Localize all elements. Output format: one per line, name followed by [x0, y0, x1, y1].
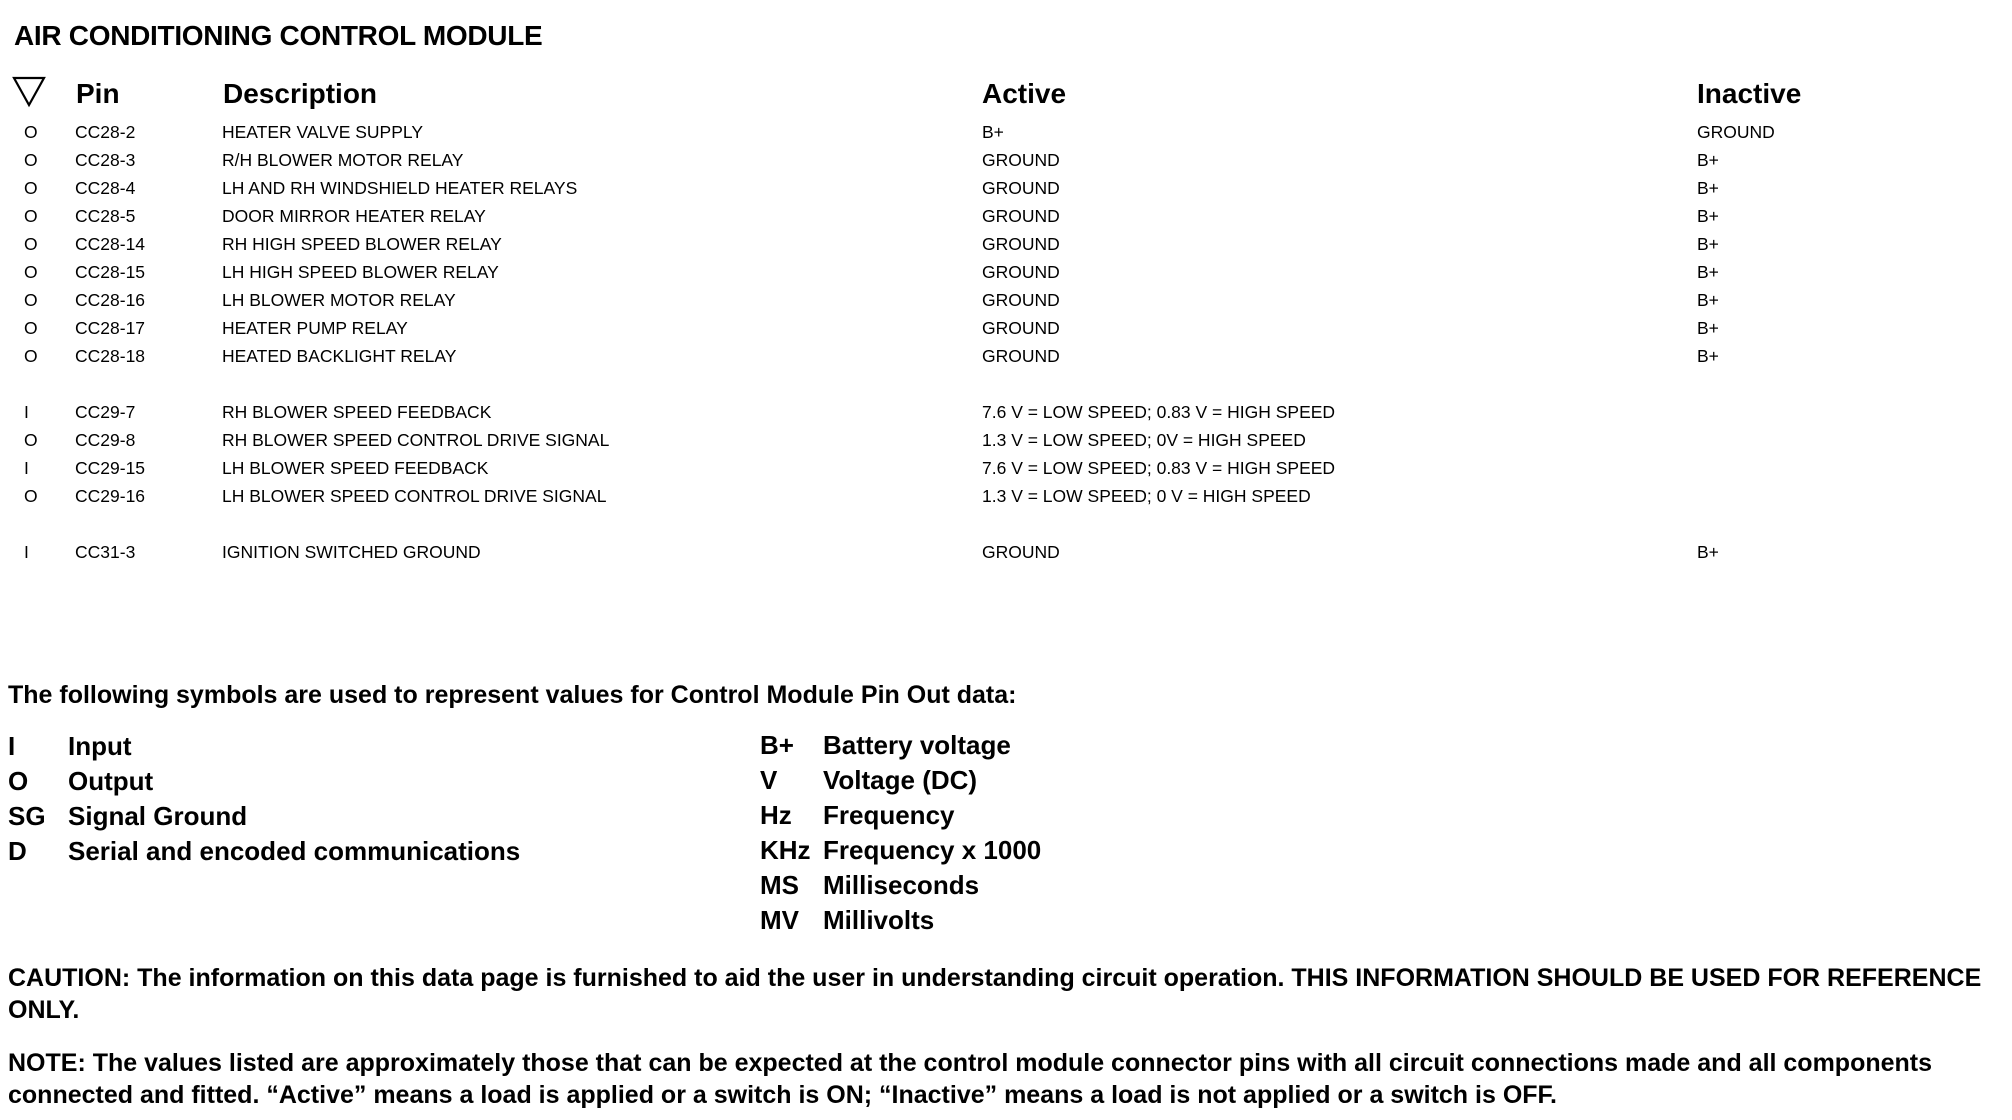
table-row [0, 178, 2012, 206]
io-cell: O [24, 430, 38, 450]
symbol-code: MS [760, 870, 799, 900]
description-cell: IGNITION SWITCHED GROUND [222, 542, 481, 562]
io-cell: I [24, 458, 29, 478]
io-cell: O [24, 206, 38, 226]
io-cell: O [24, 178, 38, 198]
table-row [0, 430, 2012, 458]
symbol-meaning: Output [68, 766, 154, 796]
table-row [0, 122, 2012, 150]
active-cell: 1.3 V = LOW SPEED; 0V = HIGH SPEED [982, 430, 1306, 450]
pin-cell: CC29-7 [75, 402, 136, 422]
symbol-code: MV [760, 905, 799, 935]
io-cell: O [24, 122, 38, 142]
symbol-meaning: Frequency [823, 800, 955, 830]
active-cell: GROUND [982, 542, 1060, 562]
table-row [0, 150, 2012, 178]
description-cell: LH AND RH WINDSHIELD HEATER RELAYS [222, 178, 578, 198]
inactive-cell: B+ [1697, 290, 1719, 310]
active-cell: GROUND [982, 206, 1060, 226]
description-cell: RH BLOWER SPEED FEEDBACK [222, 402, 492, 422]
column-header-description: Description [223, 78, 378, 109]
description-cell: HEATED BACKLIGHT RELAY [222, 346, 457, 366]
description-cell: LH BLOWER SPEED FEEDBACK [222, 458, 489, 478]
symbol-code: D [8, 836, 27, 866]
symbol-meaning: Milliseconds [823, 870, 980, 900]
pin-cell: CC28-17 [75, 318, 146, 338]
active-cell: GROUND [982, 290, 1060, 310]
pin-cell: CC28-4 [75, 178, 136, 198]
pin-cell: CC28-14 [75, 234, 146, 254]
description-cell: HEATER PUMP RELAY [222, 318, 408, 338]
active-cell: GROUND [982, 318, 1060, 338]
pin-cell: CC28-18 [75, 346, 146, 366]
table-row [0, 262, 2012, 290]
io-cell: O [24, 486, 38, 506]
description-cell: HEATER VALVE SUPPLY [222, 122, 423, 142]
description-cell: LH BLOWER MOTOR RELAY [222, 290, 456, 310]
inactive-cell: B+ [1697, 346, 1719, 366]
active-cell: 1.3 V = LOW SPEED; 0 V = HIGH SPEED [982, 486, 1311, 506]
table-row [0, 318, 2012, 346]
symbol-meaning: Millivolts [823, 905, 935, 935]
symbol-code: KHz [760, 835, 811, 865]
table-row [0, 234, 2012, 262]
symbol-meaning: Serial and encoded communications [68, 836, 521, 866]
table-row [0, 486, 2012, 514]
active-cell: GROUND [982, 234, 1060, 254]
io-cell: I [24, 542, 29, 562]
active-cell: GROUND [982, 178, 1060, 198]
symbol-meaning: Input [68, 731, 132, 761]
pin-cell: CC28-5 [75, 206, 136, 226]
io-cell: O [24, 346, 38, 366]
io-cell: O [24, 290, 38, 310]
page-title: AIR CONDITIONING CONTROL MODULE [14, 20, 543, 51]
pin-cell: CC28-2 [75, 122, 136, 142]
column-header-inactive: Inactive [1697, 78, 1802, 109]
direction-triangle-icon [12, 76, 46, 108]
inactive-cell: B+ [1697, 318, 1719, 338]
pin-cell: CC29-8 [75, 430, 136, 450]
io-cell: O [24, 234, 38, 254]
description-cell: R/H BLOWER MOTOR RELAY [222, 150, 464, 170]
symbol-code: V [760, 765, 778, 795]
symbol-code: I [8, 731, 16, 761]
pin-cell: CC28-15 [75, 262, 146, 282]
active-cell: 7.6 V = LOW SPEED; 0.83 V = HIGH SPEED [982, 402, 1336, 422]
symbol-code: O [8, 766, 29, 796]
table-row [0, 290, 2012, 318]
description-cell: RH HIGH SPEED BLOWER RELAY [222, 234, 502, 254]
symbol-meaning: Battery voltage [823, 730, 1011, 760]
pin-cell: CC29-16 [75, 486, 146, 506]
table-row [0, 206, 2012, 234]
description-cell: DOOR MIRROR HEATER RELAY [222, 206, 486, 226]
column-header-active: Active [982, 78, 1067, 109]
inactive-cell: B+ [1697, 542, 1719, 562]
io-cell: I [24, 402, 29, 422]
description-cell: RH BLOWER SPEED CONTROL DRIVE SIGNAL [222, 430, 610, 450]
pin-cell: CC29-15 [75, 458, 146, 478]
pin-cell: CC28-16 [75, 290, 146, 310]
note-text: NOTE: The values listed are approximately those that can be expected at the control module connector pins with all circuit connections made and all components connected and fitted. “Active” means a load is applied or a switch is ON; “Inactive” means a load is not applied or a switch is OFF. [8, 1049, 1933, 1109]
table-row [0, 402, 2012, 430]
symbol-code: B+ [760, 730, 794, 760]
active-cell: 7.6 V = LOW SPEED; 0.83 V = HIGH SPEED [982, 458, 1336, 478]
io-cell: O [24, 150, 38, 170]
symbol-code: SG [8, 801, 46, 831]
active-cell: B+ [982, 122, 1004, 142]
table-row [0, 346, 2012, 374]
symbol-code: Hz [760, 800, 792, 830]
inactive-cell: B+ [1697, 206, 1719, 226]
table-row [0, 458, 2012, 486]
active-cell: GROUND [982, 262, 1060, 282]
inactive-cell: B+ [1697, 262, 1719, 282]
io-cell: O [24, 262, 38, 282]
active-cell: GROUND [982, 150, 1060, 170]
caution-text: CAUTION: The information on this data page is furnished to aid the user in understanding circuit operation. THIS INFORMATION SHOULD BE USED FOR REFERENCE ONLY. [8, 964, 1982, 1024]
inactive-cell: B+ [1697, 150, 1719, 170]
pin-cell: CC31-3 [75, 542, 136, 562]
symbol-meaning: Signal Ground [68, 801, 248, 831]
symbols-intro: The following symbols are used to represent values for Control Module Pin Out data: [8, 681, 1017, 709]
description-cell: LH BLOWER SPEED CONTROL DRIVE SIGNAL [222, 486, 607, 506]
table-row [0, 542, 2012, 570]
inactive-cell: GROUND [1697, 122, 1775, 142]
io-cell: O [24, 318, 38, 338]
symbol-meaning: Frequency x 1000 [823, 835, 1042, 865]
inactive-cell: B+ [1697, 234, 1719, 254]
column-header-pin: Pin [76, 78, 120, 109]
pin-cell: CC28-3 [75, 150, 136, 170]
active-cell: GROUND [982, 346, 1060, 366]
symbol-meaning: Voltage (DC) [823, 765, 978, 795]
description-cell: LH HIGH SPEED BLOWER RELAY [222, 262, 499, 282]
inactive-cell: B+ [1697, 178, 1719, 198]
